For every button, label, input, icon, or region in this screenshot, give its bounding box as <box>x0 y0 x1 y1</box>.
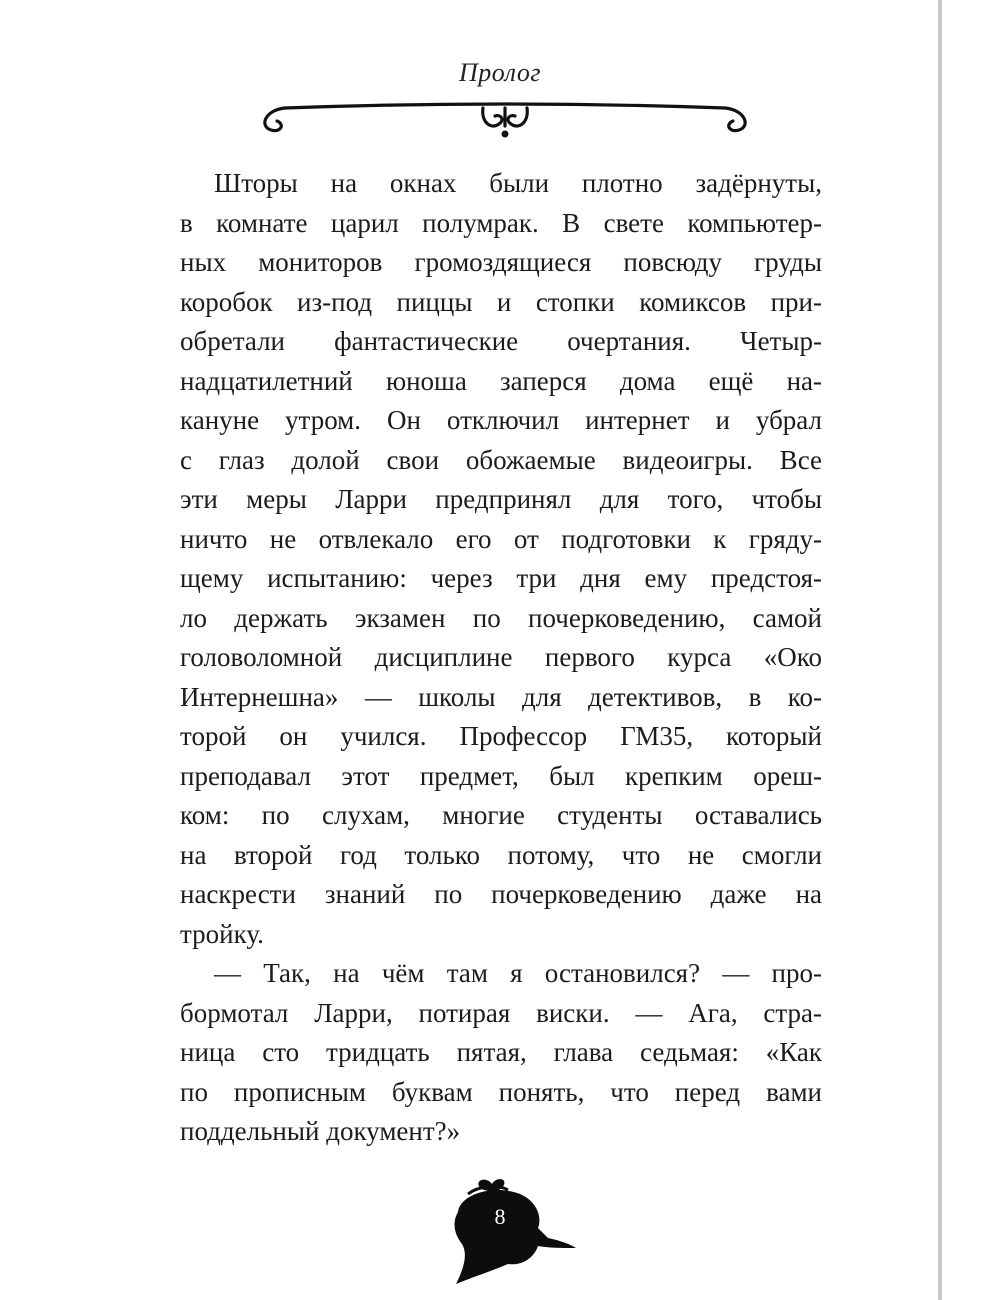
text-line: бормотал Ларри, потирая виски. — Ага, стра- <box>180 997 822 1028</box>
text-line: Шторы на окнах были плотно задёрнуты, <box>214 168 822 198</box>
text-line: ничто не отвлекало его от подготовки к гряду- <box>180 523 822 554</box>
flourish-divider-icon <box>255 96 755 146</box>
text-line: эти меры Ларри предпринял для того, чтобы <box>180 484 822 514</box>
detective-hat-icon <box>438 1172 578 1292</box>
text-line: по прописным буквам понять, что перед вами <box>180 1076 822 1107</box>
text-line: Интернешна» — школы для детективов, в ко- <box>180 681 822 712</box>
text-line: наскрести знаний по почерковедению даже на <box>180 879 822 909</box>
text-line: головоломной дисциплине первого курса «Око <box>180 642 822 672</box>
text-line: на второй год только потому, что не смогли <box>180 839 822 870</box>
text-line: ница сто тридцать пятая, глава седьмая: «Как <box>180 1037 822 1067</box>
text-line: торой он учился. Профессор ГМ35, который <box>180 721 822 751</box>
text-line: ло держать экзамен по почерковедению, самой <box>180 602 822 633</box>
text-line: щему испытанию: через три дня ему предстоя- <box>180 563 822 593</box>
text-line: поддельный документ?» <box>180 1116 461 1146</box>
text-line: с глаз долой свои обожаемые видеоигры. Все <box>180 444 822 475</box>
page-number: 8 <box>494 1204 506 1229</box>
text-line: ных мониторов громоздящиеся повсюду груды <box>180 247 822 277</box>
body-text <box>180 164 822 1152</box>
text-line: надцатилетний юноша заперся дома ещё на- <box>180 365 822 396</box>
page-edge-divider <box>938 0 942 1300</box>
text-line: — Так, на чём там я остановился? — про- <box>214 958 822 988</box>
running-title: Пролог <box>459 58 541 87</box>
text-line: преподавал этот предмет, был крепким ореш- <box>180 760 822 791</box>
text-line: ком: по слухам, многие студенты оставались <box>180 800 822 830</box>
text-line: в комнате царил полумрак. В свете компьютер- <box>180 207 822 238</box>
text-line: кануне утром. Он отключил интернет и убрал <box>180 405 822 435</box>
text-line: коробок из-под пиццы и стопки комиксов при- <box>180 286 822 317</box>
text-line: тройку. <box>180 918 264 949</box>
text-line: обретали фантастические очертания. Четыр- <box>180 326 822 356</box>
